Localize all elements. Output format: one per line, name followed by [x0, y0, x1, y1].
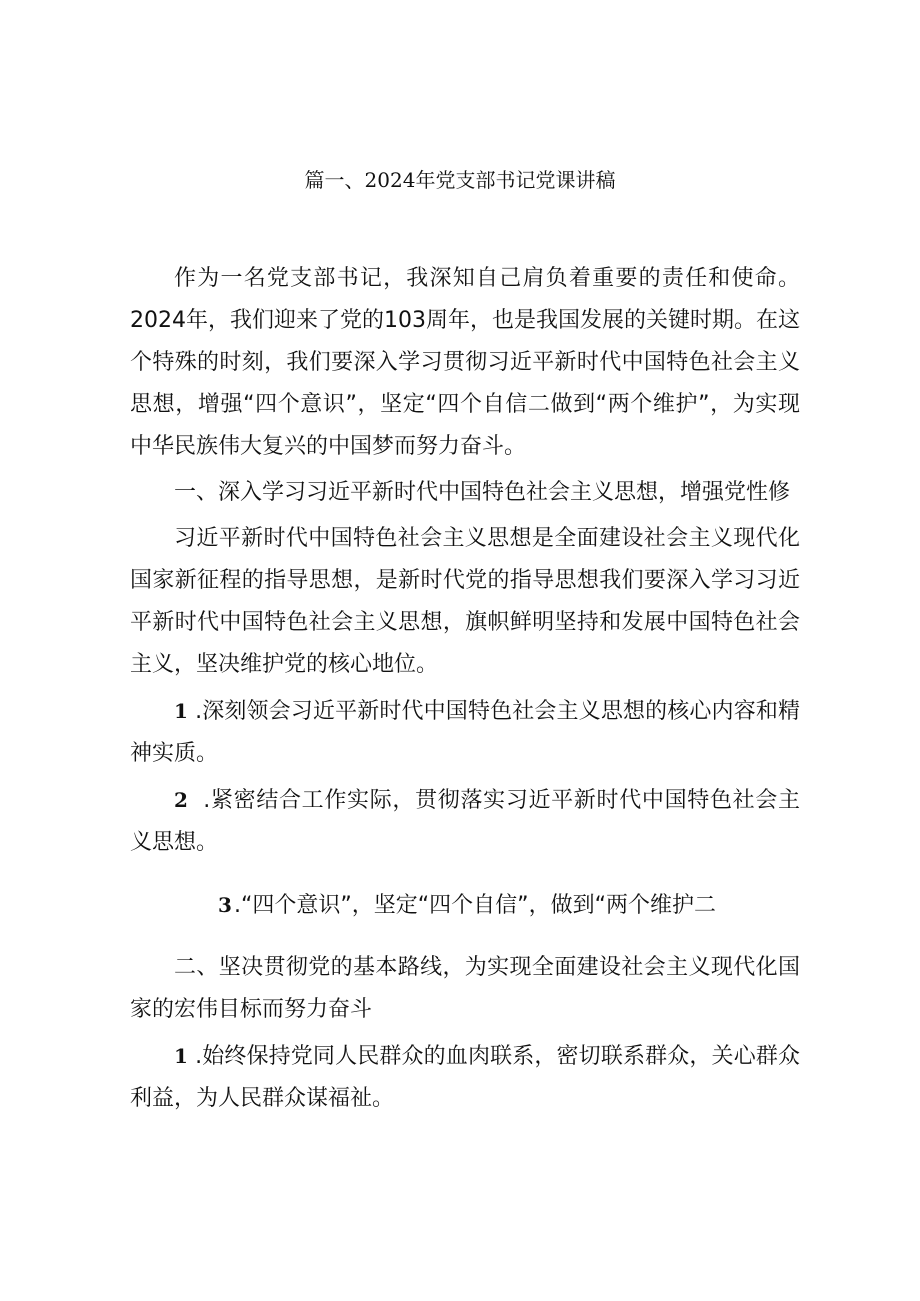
list-item-number: 3	[218, 893, 232, 917]
section1-heading: 一、深入学习习近平新时代中国特色社会主义思想，增强党性修	[174, 480, 791, 505]
list-item-text: .深刻领会习近平新时代中国特色社会主义思想的核心内容和精神实质。	[130, 699, 800, 766]
list-item-text: .紧密结合工作实际，贯彻落实习近平新时代中国特色社会主义思想。	[130, 788, 800, 855]
list-item-number: 2	[174, 788, 188, 812]
list-item-text: .“四个意识”，坚定“四个自信”，做到“两个维护二	[234, 893, 716, 918]
list-item-number: 1	[174, 699, 188, 723]
document-body	[130, 258, 800, 1120]
list-item	[130, 779, 800, 864]
list-item	[130, 690, 800, 775]
list-item-text: .始终保持党同人民群众的血肉联系，密切联系群众，关心群众利益，为人民群众谋福祉。	[130, 1044, 800, 1111]
list-item	[130, 884, 800, 927]
list-item	[130, 1035, 800, 1120]
document-title: 篇一、2024年党支部书记党课讲稿	[304, 168, 616, 192]
section1-paragraph: 习近平新时代中国特色社会主义思想是全面建设社会主义现代化国家新征程的指导思想，是新时代党的指导思想我们要深入学习习近平新时代中国特色社会主义思想，旗帜鲜明坚持和发展中国特色社会主义，坚决维护党的核心地位。	[130, 526, 800, 677]
list-item-number: 1	[174, 1044, 188, 1068]
section2-heading: 二、坚决贯彻党的基本路线，为实现全面建设社会主义现代化国家的宏伟目标而努力奋斗	[130, 955, 800, 1022]
intro-paragraph: 作为一名党支部书记，我深知自己肩负着重要的责任和使命。2024年，我们迎来了党的103周年，也是我国发展的关键时期。在这个特殊的时刻，我们要深入学习贯彻习近平新时代中国特色社会主义思想，增强“四个意识”，坚定“四个自信二做到“两个维护”，为实现中华民族伟大复兴的中国梦而努力奋斗。	[130, 266, 800, 459]
